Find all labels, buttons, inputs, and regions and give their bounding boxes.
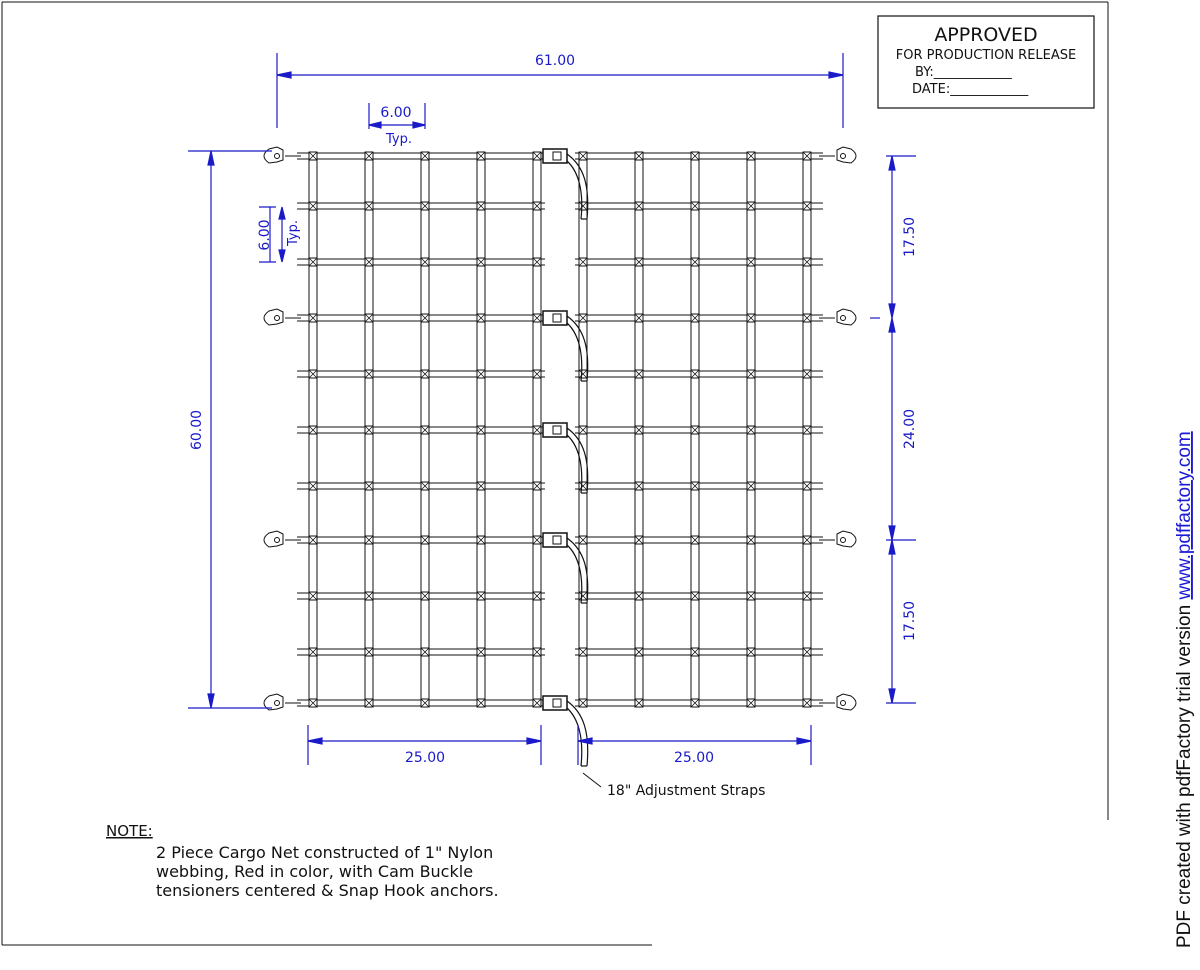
approval-stamp xyxy=(878,16,1094,108)
cell-width-label: 6.00 xyxy=(380,105,412,121)
cam-buckle xyxy=(543,533,567,547)
cam-buckle xyxy=(543,311,567,325)
svg-text:PDF created with pdfFactory tr xyxy=(1174,431,1195,948)
approval-date: DATE:____________ xyxy=(912,82,1029,97)
cargo-net xyxy=(264,147,856,766)
snap-hook-icon xyxy=(264,531,283,547)
note-line-2: webbing, Red in color, with Cam Buckle xyxy=(156,862,474,881)
bottom-left-label: 25.00 xyxy=(404,750,446,766)
overall-height-label: 60.00 xyxy=(189,409,205,451)
adjustment-strap xyxy=(567,708,582,766)
snap-hook-icon xyxy=(837,309,856,325)
snap-hook-icon xyxy=(837,531,856,547)
cam-buckle xyxy=(543,149,567,163)
note-line-1: 2 Piece Cargo Net constructed of 1" Nylon xyxy=(156,843,494,862)
approval-subtitle: FOR PRODUCTION RELEASE xyxy=(895,48,1077,63)
adjustment-straps-label: 18" Adjustment Straps xyxy=(607,783,766,799)
cell-height-label: 6.00 xyxy=(257,219,273,251)
pdffactory-watermark xyxy=(1174,431,1195,948)
snap-hook-icon xyxy=(264,309,283,325)
adjustment-straps-callout xyxy=(583,773,765,799)
sheet-border xyxy=(2,2,1108,945)
overall-width-label: 61.00 xyxy=(534,53,576,69)
bottom-right-label: 25.00 xyxy=(673,750,715,766)
snap-hook-icon xyxy=(264,147,283,163)
cell-height-note: Typ. xyxy=(286,220,301,246)
watermark-prefix: PDF created with pdfFactory trial version xyxy=(1174,599,1195,948)
right-top-label: 17.50 xyxy=(902,216,918,258)
watermark-link[interactable]: www.pdffactory.com xyxy=(1174,431,1195,600)
right-middle-label: 24.00 xyxy=(902,408,918,450)
approval-by: BY:____________ xyxy=(915,65,1012,80)
note-line-3: tensioners centered & Snap Hook anchors. xyxy=(156,881,499,900)
approval-title: APPROVED xyxy=(934,24,1038,46)
note-heading: NOTE: xyxy=(106,822,153,840)
right-bottom-label: 17.50 xyxy=(902,600,918,642)
cam-buckle xyxy=(543,423,567,437)
cam-buckle xyxy=(543,696,567,710)
general-note xyxy=(106,822,499,900)
snap-hook-icon xyxy=(837,147,856,163)
cell-width-note: Typ. xyxy=(386,132,412,147)
snap-hook-icon xyxy=(837,694,856,710)
